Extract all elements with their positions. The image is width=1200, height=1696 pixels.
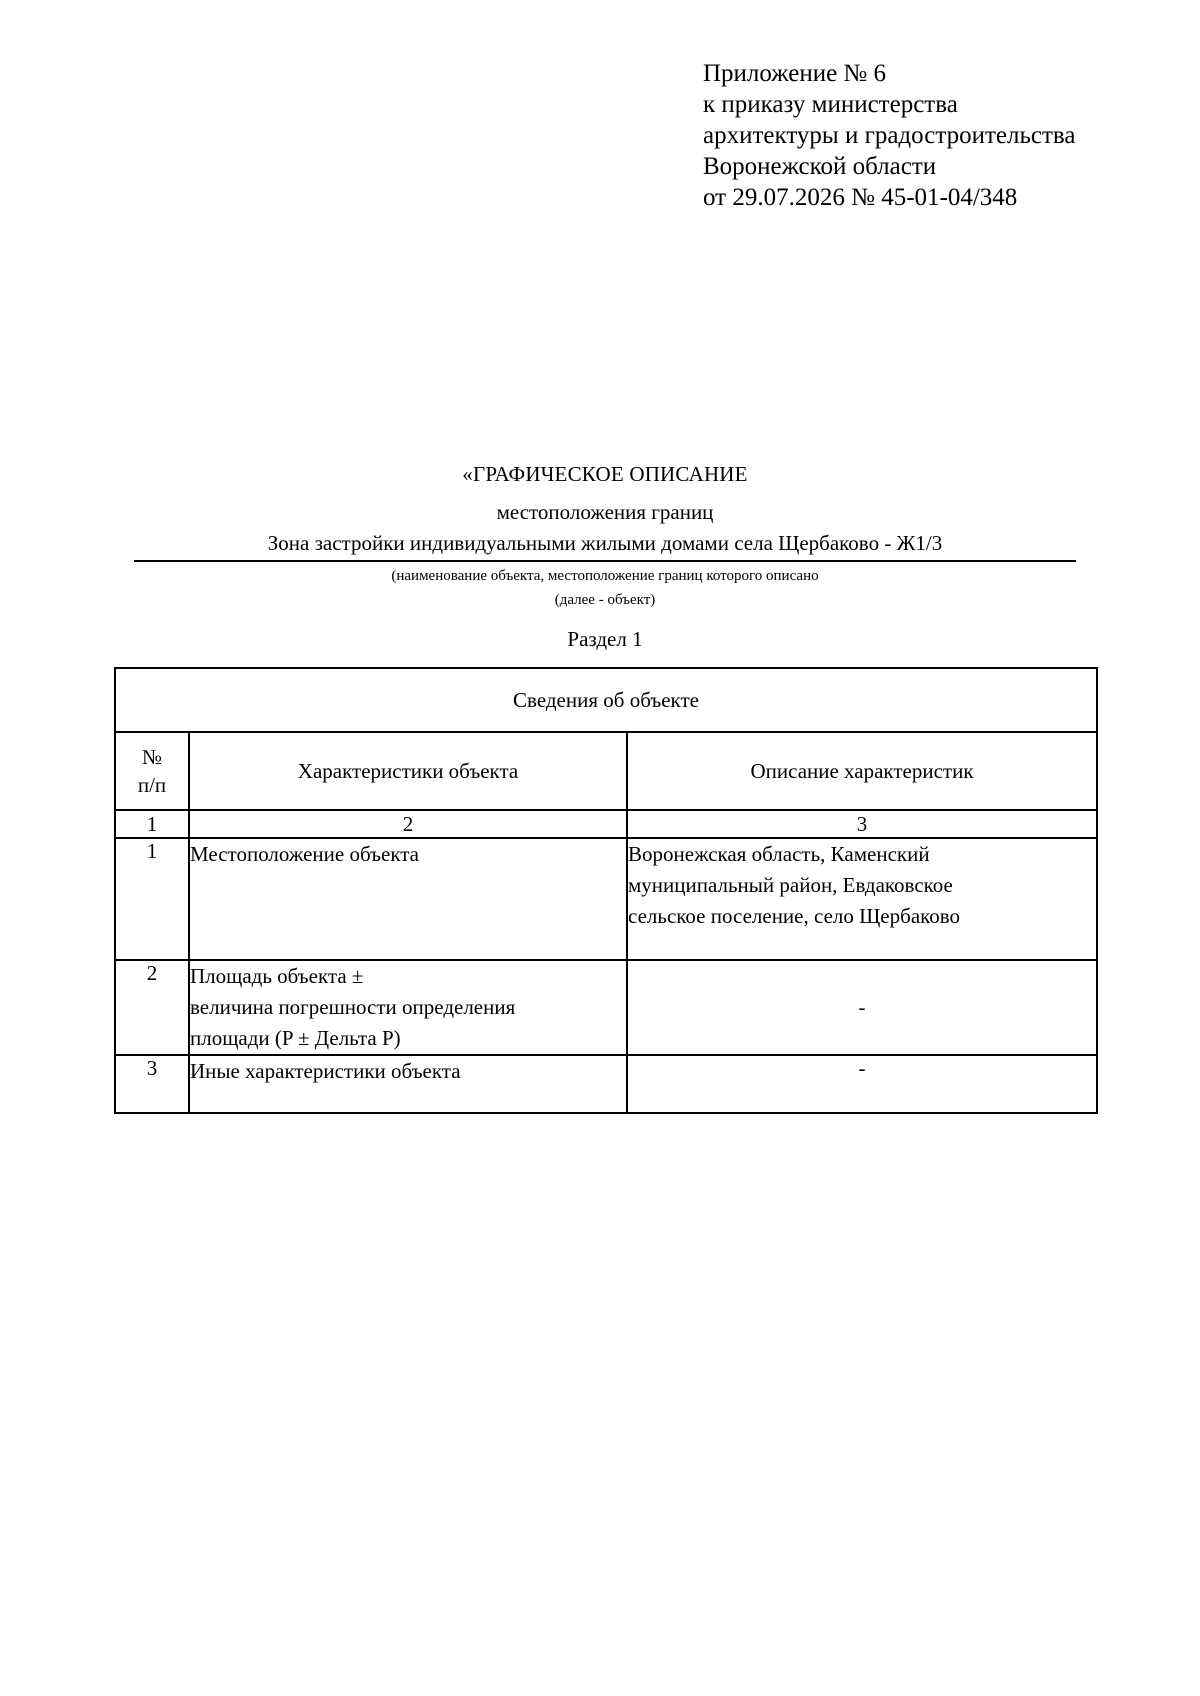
- row-number: 1: [115, 838, 189, 960]
- row-number: 2: [115, 960, 189, 1055]
- document-title: «ГРАФИЧЕСКОЕ ОПИСАНИЕ: [462, 462, 748, 486]
- document-subtitle: местоположения границ: [496, 500, 714, 524]
- appendix-line: архитектуры и градостроительства: [703, 122, 1076, 149]
- row-description: -: [627, 960, 1097, 1055]
- column-index: 1: [115, 810, 189, 838]
- header-description: Описание характеристик: [627, 732, 1097, 810]
- row-number: 3: [115, 1055, 189, 1113]
- section-title: Раздел 1: [567, 627, 643, 651]
- characteristic-line: площади (P ± Дельта P): [190, 1026, 401, 1050]
- characteristic-line: Иные характеристики объекта: [190, 1059, 461, 1083]
- row-characteristic: [189, 838, 627, 960]
- object-name-caption-note: (далее - объект): [554, 592, 656, 608]
- row-characteristic: [189, 1055, 627, 1113]
- description-line: муниципальный район, Евдаковское: [628, 873, 953, 897]
- table-caption-row: [115, 668, 1097, 732]
- appendix-line: Приложение № 6: [703, 60, 887, 87]
- header-number-abbr: п/п: [137, 773, 167, 797]
- characteristic-line: величина погрешности определения: [190, 995, 516, 1019]
- characteristic-line: Местоположение объекта: [190, 842, 420, 866]
- column-index-row: [115, 810, 1097, 838]
- header-number-sign: №: [141, 745, 163, 769]
- table-row: [115, 1055, 1097, 1113]
- row-characteristic: [189, 960, 627, 1055]
- description-line: Воронежская область, Каменский: [628, 842, 930, 866]
- characteristic-line: Площадь объекта ±: [190, 964, 364, 988]
- table-header-row: [115, 732, 1097, 810]
- row-description: -: [627, 1055, 1097, 1113]
- appendix-line: от 29.07.2026 № 45-01-04/348: [703, 184, 1018, 211]
- object-name-caption: (наименование объекта, местоположение границ которого описано: [391, 568, 819, 584]
- appendix-line: к приказу министерства: [703, 91, 958, 118]
- appendix-header: [703, 58, 1075, 213]
- column-index: 3: [627, 810, 1097, 838]
- object-info-table: [114, 667, 1098, 1114]
- table-row: [115, 960, 1097, 1055]
- row-description: [627, 838, 1097, 960]
- table-row: [115, 838, 1097, 960]
- appendix-line: Воронежской области: [703, 153, 937, 180]
- object-name: Зона застройки индивидуальными жилыми домами села Щербаково - Ж1/3: [134, 531, 1076, 562]
- table-caption: Сведения об объекте: [115, 668, 1097, 732]
- column-index: 2: [189, 810, 627, 838]
- header-number: [115, 732, 189, 810]
- header-characteristic: Характеристики объекта: [189, 732, 627, 810]
- description-line: сельское поселение, село Щербаково: [628, 904, 961, 928]
